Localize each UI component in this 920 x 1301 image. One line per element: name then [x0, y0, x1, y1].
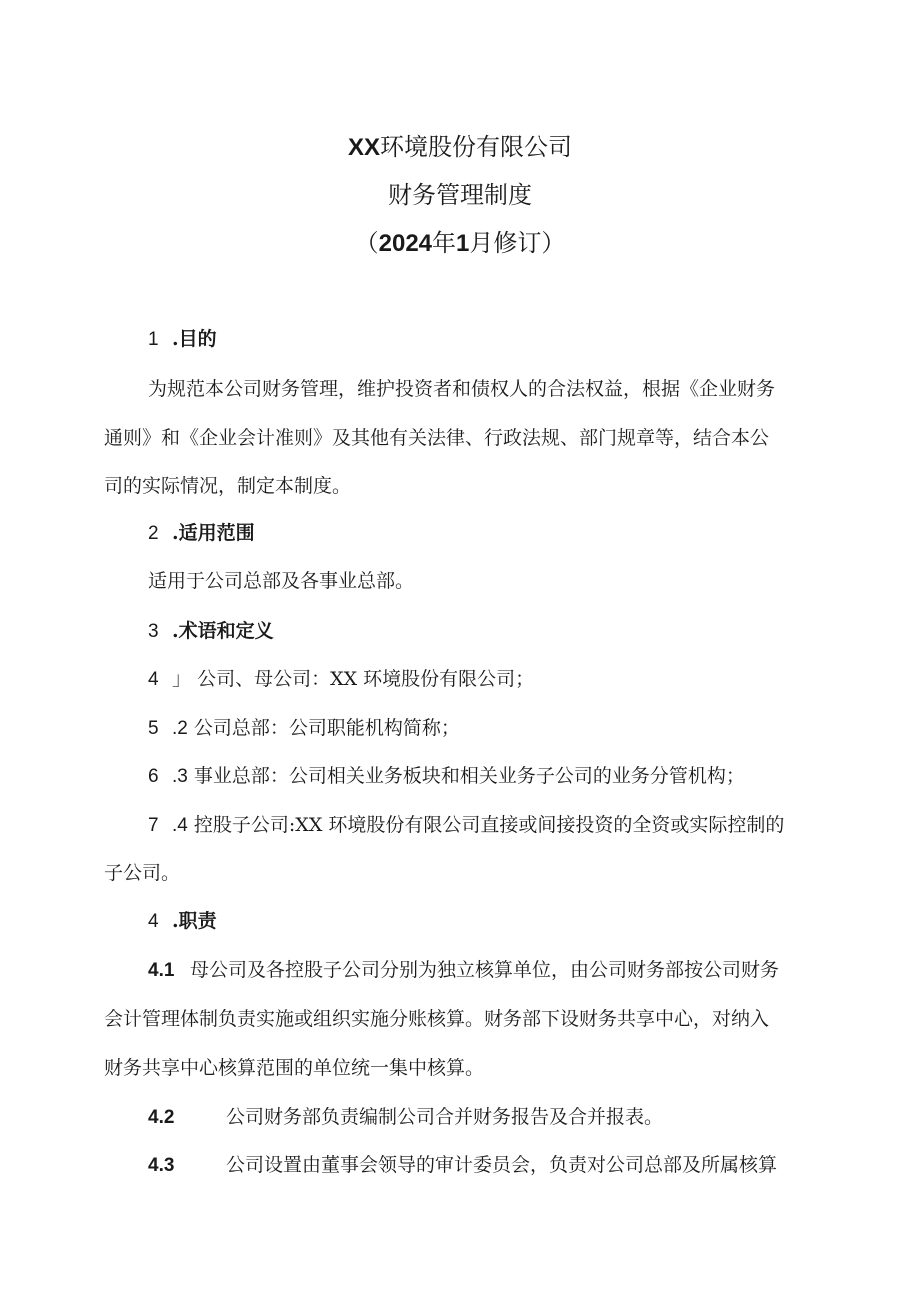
- section-3-heading: [148, 618, 274, 645]
- section-title: .适用范围: [172, 522, 255, 544]
- section-number: 3: [148, 621, 159, 642]
- section-number: 4: [148, 911, 159, 932]
- revision-open-paren: （: [354, 229, 379, 257]
- section-4-heading: [148, 908, 217, 935]
- item-sub-number: .4: [172, 815, 188, 836]
- clause-4-1-line: 财务共享中心核算范围的单位统一集中核算。: [104, 1057, 485, 1079]
- section-title: .目的: [172, 328, 217, 350]
- item-number: 5: [148, 718, 159, 739]
- company-name-rest: 环境股份有限公司: [380, 133, 572, 161]
- section-number: 1: [148, 329, 159, 350]
- section-1-para-line: 为规范本公司财务管理，维护投资者和债权人的合法权益，根据《企业财务: [148, 378, 776, 400]
- item-sub-number: 」: [172, 669, 192, 690]
- revision-note: [0, 228, 920, 259]
- item-number: 4: [148, 669, 159, 690]
- clause-text: 公司设置由董事会领导的审计委员会，负责对公司总部及所属核算: [226, 1154, 778, 1176]
- revision-month: 1: [456, 230, 470, 257]
- item-number: 6: [148, 766, 159, 787]
- clause-text: 公司财务部负责编制公司合并财务报告及合并报表。: [226, 1106, 664, 1128]
- clause-number: 4.1: [148, 960, 175, 981]
- document-name: 财务管理制度: [388, 181, 532, 209]
- company-title: [0, 132, 920, 163]
- item-text: 控股子公司:XX 环境股份有限公司直接或间接投资的全资或实际控制的: [193, 814, 785, 836]
- definition-item: [148, 666, 534, 693]
- clause-number: 4.3: [148, 1155, 175, 1176]
- section-1-para-line: 司的实际情况，制定本制度。: [104, 475, 352, 497]
- company-prefix: XX: [347, 134, 380, 161]
- section-1-heading: [148, 326, 217, 353]
- revision-year-char: 年: [432, 229, 457, 257]
- item-sub-number: .3: [172, 766, 188, 787]
- section-1-para-line: 通则》和《企业会计准则》及其他有关法律、行政法规、部门规章等，结合本公: [104, 427, 770, 449]
- definition-item: [148, 812, 784, 839]
- definition-item: [148, 763, 745, 790]
- section-title: .职责: [172, 910, 217, 932]
- clause-4-3-line: [148, 1152, 777, 1179]
- clause-4-1-line: 会计管理体制负责实施或组织实施分账核算。财务部下设财务共享中心，对纳入: [104, 1008, 770, 1030]
- clause-4-1-line: [148, 957, 779, 984]
- item-text: 公司、母公司：XX 环境股份有限公司；: [197, 668, 535, 690]
- revision-rest: 月修订）: [469, 229, 566, 257]
- revision-year: 2024: [378, 230, 433, 257]
- clause-text: 母公司及各控股子公司分别为独立核算单位，由公司财务部按公司财务: [190, 959, 780, 981]
- section-title: .术语和定义: [172, 620, 274, 642]
- clause-number: 4.2: [148, 1107, 175, 1128]
- definition-item: [148, 715, 460, 742]
- item-text: 公司总部：公司职能机构简称；: [193, 717, 460, 739]
- section-2-heading: [148, 520, 255, 547]
- definition-item-continuation: 子公司。: [104, 862, 181, 884]
- item-number: 7: [148, 815, 159, 836]
- item-sub-number: .2: [172, 718, 188, 739]
- section-2-para: 适用于公司总部及各事业总部。: [148, 570, 415, 592]
- item-text: 事业总部：公司相关业务板块和相关业务子公司的业务分管机构；: [193, 765, 745, 787]
- clause-4-2-line: [148, 1104, 663, 1131]
- section-number: 2: [148, 523, 159, 544]
